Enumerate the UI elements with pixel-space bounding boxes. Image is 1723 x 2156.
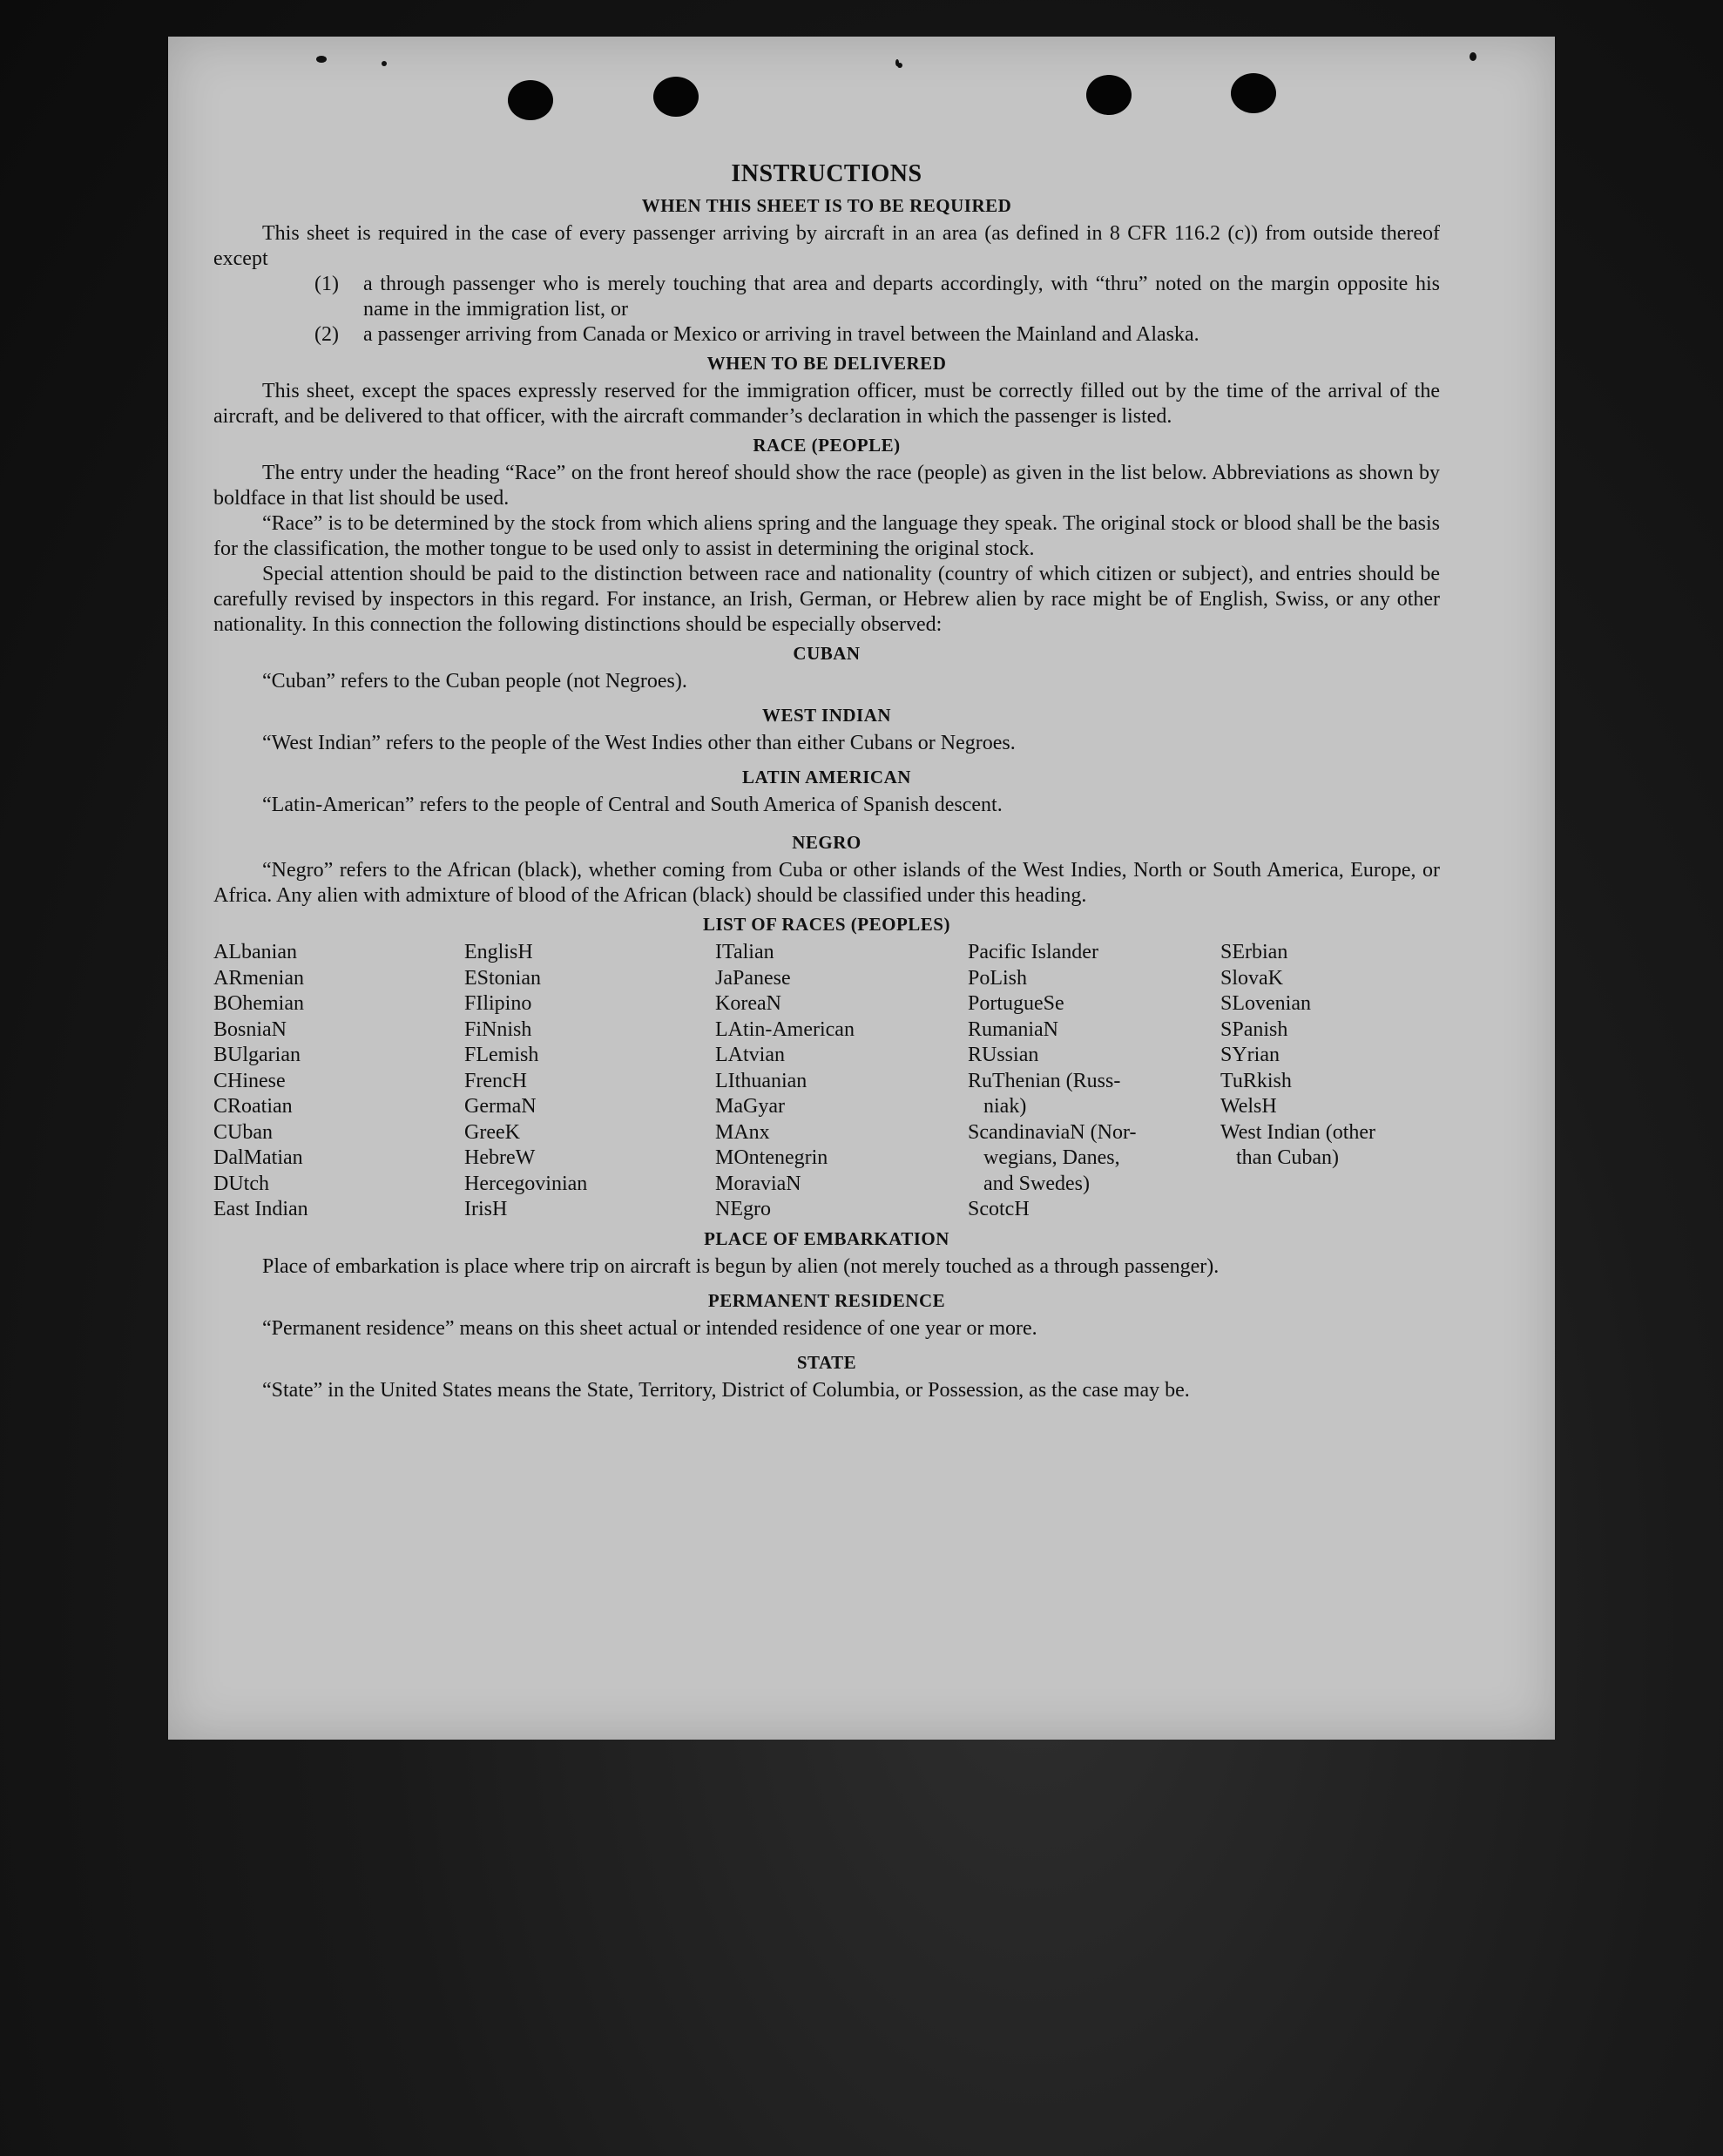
races-column — [715, 940, 968, 1223]
race-item: West Indian (other — [1220, 1120, 1376, 1144]
race-item: BosniaN — [213, 1017, 287, 1041]
race-item: FiNnish — [464, 1017, 532, 1041]
item-text: a passenger arriving from Canada or Mexico or arriving in travel between the Mainland and Alaska. — [363, 323, 1199, 346]
race-item: SErbian — [1220, 941, 1288, 963]
race-item: CHinese — [213, 1069, 286, 1092]
residence-text: “Permanent residence” means on this sheet actual or intended residence of one year or more. — [262, 1316, 1037, 1340]
section-heading-latin-american: LATIN AMERICAN — [742, 767, 911, 787]
punch-hole — [1231, 73, 1276, 113]
race-item: DUtch — [213, 1172, 269, 1195]
race-item: FrencH — [464, 1069, 527, 1092]
race-item: EnglisH — [464, 941, 533, 963]
scan-speck — [897, 63, 902, 68]
section-heading-negro: NEGRO — [792, 832, 862, 853]
race-item: LIthuanian — [715, 1069, 807, 1092]
race-item: MaGyar — [715, 1095, 785, 1118]
race-item: KoreaN — [715, 992, 781, 1015]
embarkation-text: Place of embarkation is place where trip on aircraft is begun by alien (not merely touched as a through passenger). — [262, 1254, 1220, 1278]
section-heading-required: WHEN THIS SHEET IS TO BE REQUIRED — [641, 195, 1012, 216]
race-paragraph-3: Special attention should be paid to the distinction between race and nationality (country of which citizen or subject), and entries should be carefully revised by inspectors in this regard. For instance, an Irish, German, or Hebrew alien by race might be of English, Swiss, or any other nationality. In this connection the following distinctions should be especially observed: — [213, 563, 1440, 636]
item-number: (2) — [314, 323, 339, 346]
race-item: than Cuban) — [1220, 1146, 1339, 1169]
west-indian-text: “West Indian” refers to the people of the West Indies other than either Cubans or Negroes. — [262, 732, 1016, 754]
race-item: JaPanese — [715, 966, 791, 990]
race-item: SPanish — [1220, 1017, 1288, 1041]
instructions-content — [213, 159, 1440, 1403]
race-item: CUban — [213, 1120, 273, 1144]
races-column — [1220, 940, 1440, 1223]
race-item: niak) — [968, 1095, 1027, 1118]
race-item: PoLish — [968, 966, 1028, 990]
item-text: a through passenger who is merely touching that area and departs accordingly, with “thru” noted on the margin opposite his name in the immigration list, or — [363, 273, 1440, 321]
races-column — [213, 940, 464, 1223]
race-item: LAtvian — [715, 1044, 785, 1066]
delivered-text: This sheet, except the spaces expressly reserved for the immigration officer, must be correctly filled out by the time of the arrival of the aircraft, and be delivered to that officer, with the aircraft commander’s declaration in which the passenger is listed. — [213, 380, 1440, 428]
race-item: ScotcH — [968, 1198, 1030, 1220]
document-sheet — [168, 37, 1555, 1740]
race-item: DalMatian — [213, 1146, 303, 1169]
race-item: PortugueSe — [968, 992, 1064, 1015]
race-item: ARmenian — [213, 966, 304, 990]
page-title: INSTRUCTIONS — [731, 160, 922, 187]
race-item: TuRkish — [1220, 1069, 1292, 1092]
exception-item-1 — [213, 272, 1440, 322]
race-item: HebreW — [464, 1146, 536, 1169]
race-item: LAtin-American — [715, 1017, 855, 1041]
scan-speck — [1470, 52, 1476, 61]
race-paragraph-2: “Race” is to be determined by the stock from which aliens spring and the language they speak. The original stock or blood shall be the basis for the classification, the mother tongue to be used only to assist in determining the original stock. — [213, 512, 1440, 560]
race-item: BUlgarian — [213, 1044, 301, 1066]
race-item: EStonian — [464, 966, 541, 990]
race-item: RUssian — [968, 1044, 1039, 1066]
race-item: Hercegovinian — [464, 1172, 588, 1195]
race-item: FLemish — [464, 1044, 539, 1066]
races-column — [968, 940, 1220, 1223]
races-column — [464, 940, 715, 1223]
race-item: CRoatian — [213, 1095, 293, 1118]
negro-text: “Negro” refers to the African (black), whether coming from Cuba or other islands of the West Indies, North or South America, Europe, or Africa. Any alien with admixture of blood of the African (black) should be classified under this heading. — [213, 859, 1440, 907]
race-item: ScandinaviaN (Nor- — [968, 1120, 1137, 1144]
race-item: ITalian — [715, 941, 774, 963]
race-item: MOntenegrin — [715, 1146, 828, 1169]
race-paragraph-1: The entry under the heading “Race” on the front hereof should show the race (people) as given in the list below. Abbreviations as shown by boldface in that list should be used. — [213, 462, 1440, 510]
race-item: and Swedes) — [968, 1172, 1090, 1195]
race-item: GermaN — [464, 1095, 537, 1118]
race-item: GreeK — [464, 1120, 520, 1144]
race-item: FIlipino — [464, 992, 532, 1015]
race-item: East Indian — [213, 1198, 308, 1220]
race-item: RuThenian (Russ- — [968, 1069, 1121, 1092]
punch-hole — [1086, 75, 1132, 115]
required-intro: This sheet is required in the case of every passenger arriving by aircraft in an area (as defined in 8 CFR 116.2 (c)) from outside thereof except — [213, 222, 1440, 270]
punch-hole — [508, 80, 553, 120]
scan-speck — [382, 61, 387, 66]
race-item: Pacific Islander — [968, 941, 1098, 963]
race-item: BOhemian — [213, 992, 304, 1015]
cuban-text: “Cuban” refers to the Cuban people (not Negroes). — [262, 670, 687, 693]
race-item: WelsH — [1220, 1095, 1277, 1118]
section-heading-race: RACE (PEOPLE) — [753, 435, 901, 456]
race-item: SYrian — [1220, 1044, 1280, 1066]
latin-american-text: “Latin-American” refers to the people of Central and South America of Spanish descent. — [262, 794, 1003, 816]
exception-item-2 — [213, 322, 1440, 348]
section-heading-residence: PERMANENT RESIDENCE — [707, 1289, 946, 1311]
race-item: wegians, Danes, — [968, 1146, 1120, 1169]
item-number: (1) — [314, 273, 339, 295]
race-item: RumaniaN — [968, 1017, 1058, 1041]
scan-speck — [316, 56, 327, 63]
state-text: “State” in the United States means the State, Territory, District of Columbia, or Possession, as the case may be. — [262, 1378, 1190, 1402]
section-heading-cuban: CUBAN — [793, 643, 861, 664]
races-list — [213, 940, 1440, 1223]
section-heading-embarkation: PLACE OF EMBARKATION — [704, 1227, 949, 1249]
punch-hole — [653, 77, 699, 117]
section-heading-races-list: LIST OF RACES (PEOPLES) — [703, 914, 950, 935]
race-item: MAnx — [715, 1120, 770, 1144]
section-heading-state: STATE — [796, 1351, 857, 1373]
section-heading-west-indian: WEST INDIAN — [761, 705, 892, 726]
race-item: NEgro — [715, 1198, 771, 1220]
race-item: SlovaK — [1220, 966, 1283, 990]
race-item: SLovenian — [1220, 992, 1311, 1015]
race-item: MoraviaN — [715, 1172, 801, 1195]
race-item: ALbanian — [213, 941, 297, 963]
section-heading-delivered: WHEN TO BE DELIVERED — [706, 353, 947, 374]
race-item: IrisH — [464, 1198, 508, 1220]
